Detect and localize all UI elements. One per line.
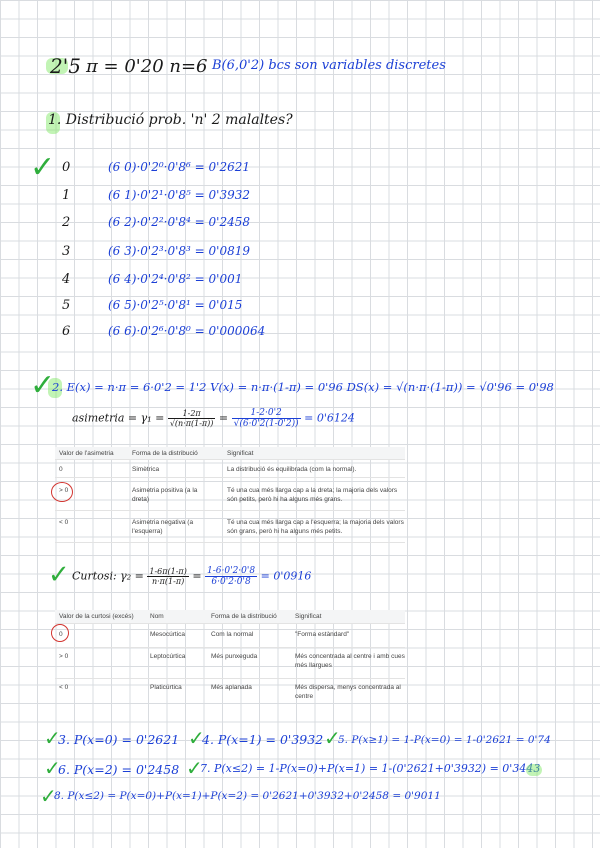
outcome-k: 2 xyxy=(62,215,71,230)
table-cell: < 0 xyxy=(59,684,69,691)
check-icon: ✓ xyxy=(324,726,341,750)
probability-formula: (6 5)·0'2⁵·0'8¹ = 0'015 xyxy=(108,298,243,312)
table-row xyxy=(55,477,405,511)
table-row xyxy=(55,510,405,543)
probability-formula: (6 4)·0'2⁴·0'8² = 0'001 xyxy=(108,272,243,286)
probability-formula: (6 3)·0'2³·0'8³ = 0'0819 xyxy=(108,244,250,258)
table-header: Significat xyxy=(227,450,254,457)
asymmetry-den: √(n·π(1-π)) xyxy=(169,419,214,428)
check-icon: ✓ xyxy=(30,150,56,185)
asymmetry-fraction-values xyxy=(232,408,301,429)
answer-3: 3. P(x=0) = 0'2621 xyxy=(58,732,180,747)
asymmetry-label: asimetria = γ₁ = xyxy=(72,411,165,425)
table-cell: Més punxeguda xyxy=(211,653,258,660)
kurtosis-fraction-values xyxy=(205,566,257,587)
section2-stats: 2. E(x) = n·π = 6·0'2 = 1'2 V(x) = n·π·(1-π) = 0'96 DS(x) = √(n·π·(1-π)) = √0'96 = 0'98 xyxy=(52,380,554,394)
answer-7: 7. P(x≤2) = 1-P(x=0)+P(x=1) = 1-(0'2621+0'3932) = 0'3443 xyxy=(200,762,541,775)
highlight-circle xyxy=(51,482,73,502)
params: π = 0'20 n=6 xyxy=(86,56,208,77)
table-cell: Més dispersa, menys concentrada al centre xyxy=(295,684,401,700)
table-row xyxy=(55,678,405,708)
probability-formula: (6 2)·0'2²·0'8⁴ = 0'2458 xyxy=(108,215,250,229)
asymmetry-table xyxy=(55,447,405,542)
kurtosis-table xyxy=(55,610,405,705)
kurtosis-num-values: 1-6·0'2·0'8 xyxy=(207,566,256,576)
check-icon: ✓ xyxy=(48,560,70,590)
table-cell: Més aplanada xyxy=(211,684,252,691)
highlight-mark xyxy=(526,764,542,776)
asymmetry-den-values: √(6·0'2(1-0'2)) xyxy=(233,419,299,429)
kurtosis-den-values: 6·0'2·0'8 xyxy=(211,577,251,587)
probability-formula: (6 6)·0'2⁶·0'8⁰ = 0'000064 xyxy=(108,324,266,338)
table-header-row xyxy=(55,610,405,624)
outcome-k: 3 xyxy=(62,244,71,259)
kurtosis-formula xyxy=(72,566,311,587)
section1-title: 1. Distribució prob. 'n' 2 malaltes? xyxy=(48,112,293,128)
check-icon: ✓ xyxy=(40,784,57,808)
table-cell: "Forma estàndard" xyxy=(295,631,350,638)
table-header: Forma de la distribució xyxy=(132,450,198,457)
table-header: Nom xyxy=(150,613,164,620)
outcome-k: 4 xyxy=(62,272,71,287)
asymmetry-num-values: 1-2·0'2 xyxy=(232,408,301,419)
table-header: Valor de l'asimetria xyxy=(59,450,114,457)
table-cell: Asimetria positiva (a la dreta) xyxy=(132,487,198,503)
check-icon: ✓ xyxy=(30,368,56,403)
probability-formula: (6 0)·0'2⁰·0'8⁶ = 0'2621 xyxy=(108,160,250,174)
equals-sign: = xyxy=(192,569,202,583)
check-icon: ✓ xyxy=(44,756,61,780)
table-cell: > 0 xyxy=(59,653,69,660)
answer-5: 5. P(x≥1) = 1-P(x=0) = 1-0'2621 = 0'74 xyxy=(338,734,551,746)
table-cell: Leptocúrtica xyxy=(150,653,186,660)
kurtosis-label: Curtosi: γ₂ = xyxy=(72,569,144,583)
probability-formula: (6 1)·0'2¹·0'8⁵ = 0'3932 xyxy=(108,188,250,202)
outcome-k: 5 xyxy=(62,298,71,313)
model: B(6,0'2) bcs son variables discretes xyxy=(212,58,446,73)
check-icon: ✓ xyxy=(188,726,205,750)
table-row xyxy=(55,623,405,648)
table-cell: 0 xyxy=(59,466,63,473)
table-cell: Té una cua més llarga cap a l'esquerra; la majoria dels valors són grans, però hi ha alguns més petits. xyxy=(227,519,404,535)
table-header: Significat xyxy=(295,613,322,620)
table-cell: < 0 xyxy=(59,519,69,526)
table-cell: La distribució és equilibrada (com la normal). xyxy=(227,466,357,473)
asymmetry-result: = 0'6124 xyxy=(304,411,355,425)
table-row xyxy=(55,647,405,679)
asymmetry-formula xyxy=(72,408,355,429)
kurtosis-den: n·π(1-π) xyxy=(151,577,185,586)
table-header: Forma de la distribució xyxy=(211,613,277,620)
kurtosis-result: = 0'0916 xyxy=(260,569,312,583)
answer-4: 4. P(x=1) = 0'3932 xyxy=(202,732,324,747)
table-cell: Té una cua més llarga cap a la dreta; la majoria dels valors són petits, però hi ha alguns més grans. xyxy=(227,487,398,503)
table-cell: Asimetria negativa (a l'esquerra) xyxy=(132,519,194,535)
outcome-k: 0 xyxy=(62,160,71,175)
table-row xyxy=(55,459,405,478)
answer-6: 6. P(x=2) = 0'2458 xyxy=(58,762,180,777)
table-cell: Simètrica xyxy=(132,466,160,473)
kurtosis-num: 1-6π(1-π) xyxy=(149,567,187,576)
table-cell: Mesocúrtica xyxy=(150,631,186,638)
exercise-number: 2'5 xyxy=(50,54,81,78)
kurtosis-fraction xyxy=(147,567,188,586)
outcome-k: 1 xyxy=(62,188,71,203)
equals-sign: = xyxy=(218,411,229,425)
asymmetry-num: 1-2π xyxy=(168,409,216,419)
check-icon: ✓ xyxy=(44,726,61,750)
highlight-circle xyxy=(51,624,69,642)
answer-8: 8. P(x≤2) = P(x=0)+P(x=1)+P(x=2) = 0'2621+0'3932+0'2458 = 0'9011 xyxy=(54,790,441,802)
check-icon: ✓ xyxy=(186,756,203,780)
table-cell: Com la normal xyxy=(211,631,254,638)
table-cell: 0 xyxy=(59,631,63,638)
asymmetry-fraction xyxy=(168,409,216,428)
outcome-k: 6 xyxy=(62,324,71,339)
table-header: Valor de la curtosi (excés) xyxy=(59,613,134,620)
table-cell: Platicúrtica xyxy=(150,684,182,691)
table-cell: Més concentrada al centre i amb cues més llargues xyxy=(295,653,405,669)
table-cell: > 0 xyxy=(59,487,69,494)
